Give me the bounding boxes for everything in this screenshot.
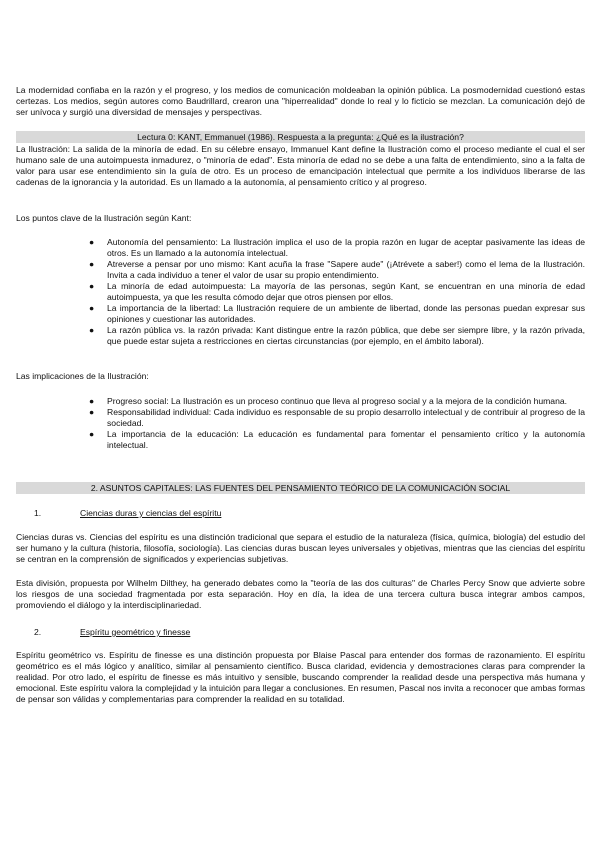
ilustracion-definition: La Ilustración: La salida de la minoría de edad. En su célebre ensayo, Immanuel Kant define la Ilustración como el proceso mediante el cual el ser humano sale de una autoimpuesta inmadurez, o "minoría de edad". Esta minoría de edad no se debe a una falta de entendimiento, sino a la falta de valor para usar ese entendimiento sin la guía de otro. Es un proceso de emancipación intelectual que permite a los individuos liberarse de las cadenas de la ignorancia y la autoridad. Es un llamado a la autonomía, al pensamiento crítico y al progreso.	[16, 144, 585, 187]
asuntos-capitales-heading: 2. ASUNTOS CAPITALES: LAS FUENTES DEL PENSAMIENTO TEÓRICO DE LA COMUNICACIÓN SOCIAL	[16, 482, 585, 494]
intro-paragraph: La modernidad confiaba en la razón y el progreso, y los medios de comunicación moldeaban la opinión pública. La posmodernidad cuestionó estas certezas. Los medios, según autores como Baudrillard, crearon una "hiperrealidad" donde lo real y lo ficticio se mezclan. La comunicación dejó de ser unívoca y surgió una diversidad de mensajes y perspectivas.	[16, 85, 585, 117]
subsection-number: 1.	[34, 508, 42, 518]
espiritu-paragraph: Espíritu geométrico vs. Espíritu de finesse es una distinción propuesta por Blaise Pascal para entender dos formas de razonamiento. El espíritu geométrico es el más lógico y analítico, similar al pensamiento científico. Busca claridad, evidencia y demostraciones claras para comprender la realidad. Por otro lado, el espíritu de finesse es más intuitivo y sensible, buscando comprender la realidad desde una perspectiva más humana y emocional. Este espíritu valora la complejidad y la intuición para llegar a conclusiones. En resumen, Pascal nos invita a reconocer que ambas formas de pensar son válidas y complementarias para comprender la realidad en su totalidad.	[16, 650, 585, 704]
list-item: ● Progreso social: La Ilustración es un proceso continuo que lleva al progreso social y a la mejora de la condición humana.	[89, 396, 568, 406]
lectura-heading: Lectura 0: KANT, Emmanuel (1986). Respuesta a la pregunta: ¿Qué es la ilustración?	[16, 131, 585, 143]
puntos-clave-title: Los puntos clave de la Ilustración según Kant:	[16, 213, 192, 223]
bullet-icon: ●	[89, 325, 95, 335]
list-item: ● Atreverse a pensar por uno mismo: Kant acuña la frase "Sapere aude" (¡Atrévete a saber!) como el lema de la Ilustración. Invita a cada individuo a tener el valor de usar su propio entendimiento.	[89, 259, 585, 280]
list-item: ● La minoría de edad autoimpuesta: La mayoría de las personas, según Kant, se encuentran en una minoría de edad autoimpuesta, ya que les resulta cómodo dejar que otros piensen por ellos.	[89, 281, 585, 302]
ciencias-paragraph-2: Esta división, propuesta por Wilhelm Dilthey, ha generado debates como la "teoría de las dos culturas" de Charles Percy Snow que advierte sobre los riesgos de una sociedad fragmentada por esta separación. Hoy en día, la idea de una tercera cultura busca integrar ambos campos, promoviendo el diálogo y la interdisciplinariedad.	[16, 578, 585, 610]
bullet-icon: ●	[89, 407, 95, 417]
list-item: ● Responsabilidad individual: Cada individuo es responsable de su propio desarrollo intelectual y de contribuir al progreso de la sociedad.	[89, 407, 585, 428]
puntos-clave-list	[16, 237, 585, 347]
bullet-icon: ●	[89, 281, 95, 291]
bullet-icon: ●	[89, 429, 95, 439]
list-item: ● La razón pública vs. la razón privada: Kant distingue entre la razón pública, que debe ser siempre libre, y la razón privada, que puede estar sujeta a restricciones en ciertas circunstancias (por ejemplo, en el ámbito laboral).	[89, 325, 585, 346]
bullet-icon: ●	[89, 303, 95, 313]
bullet-icon: ●	[89, 259, 95, 269]
implicaciones-list	[16, 396, 585, 451]
subsection-heading-2	[16, 627, 585, 638]
subsection-title: Espíritu geométrico y finesse	[80, 627, 191, 637]
subsection-number: 2.	[34, 627, 42, 637]
bullet-icon: ●	[89, 237, 95, 247]
subsection-heading-1	[16, 508, 585, 519]
ciencias-paragraph-1: Ciencias duras vs. Ciencias del espíritu es una distinción tradicional que separa el estudio de la naturaleza (física, química, biología) del estudio del ser humano y la cultura (historia, filosofía, sociología). Las ciencias duras buscan leyes universales y objetivas, mientras que las ciencias del espíritu se centran en la comprensión de significados y experiencias subjetivas.	[16, 532, 585, 564]
implicaciones-title: Las implicaciones de la Ilustración:	[16, 371, 149, 381]
bullet-icon: ●	[89, 396, 95, 406]
subsection-title: Ciencias duras y ciencias del espíritu	[80, 508, 222, 518]
list-item: ● La importancia de la educación: La educación es fundamental para fomentar el pensamiento crítico y la autonomía intelectual.	[89, 429, 585, 450]
list-item: ● Autonomía del pensamiento: La Ilustración implica el uso de la propia razón en lugar de aceptar pasivamente las ideas de otros. Es un llamado a la autonomía intelectual.	[89, 237, 585, 258]
list-item: ● La importancia de la libertad: La Ilustración requiere de un ambiente de libertad, donde las personas puedan expresar sus opiniones y cuestionar las autoridades.	[89, 303, 585, 324]
